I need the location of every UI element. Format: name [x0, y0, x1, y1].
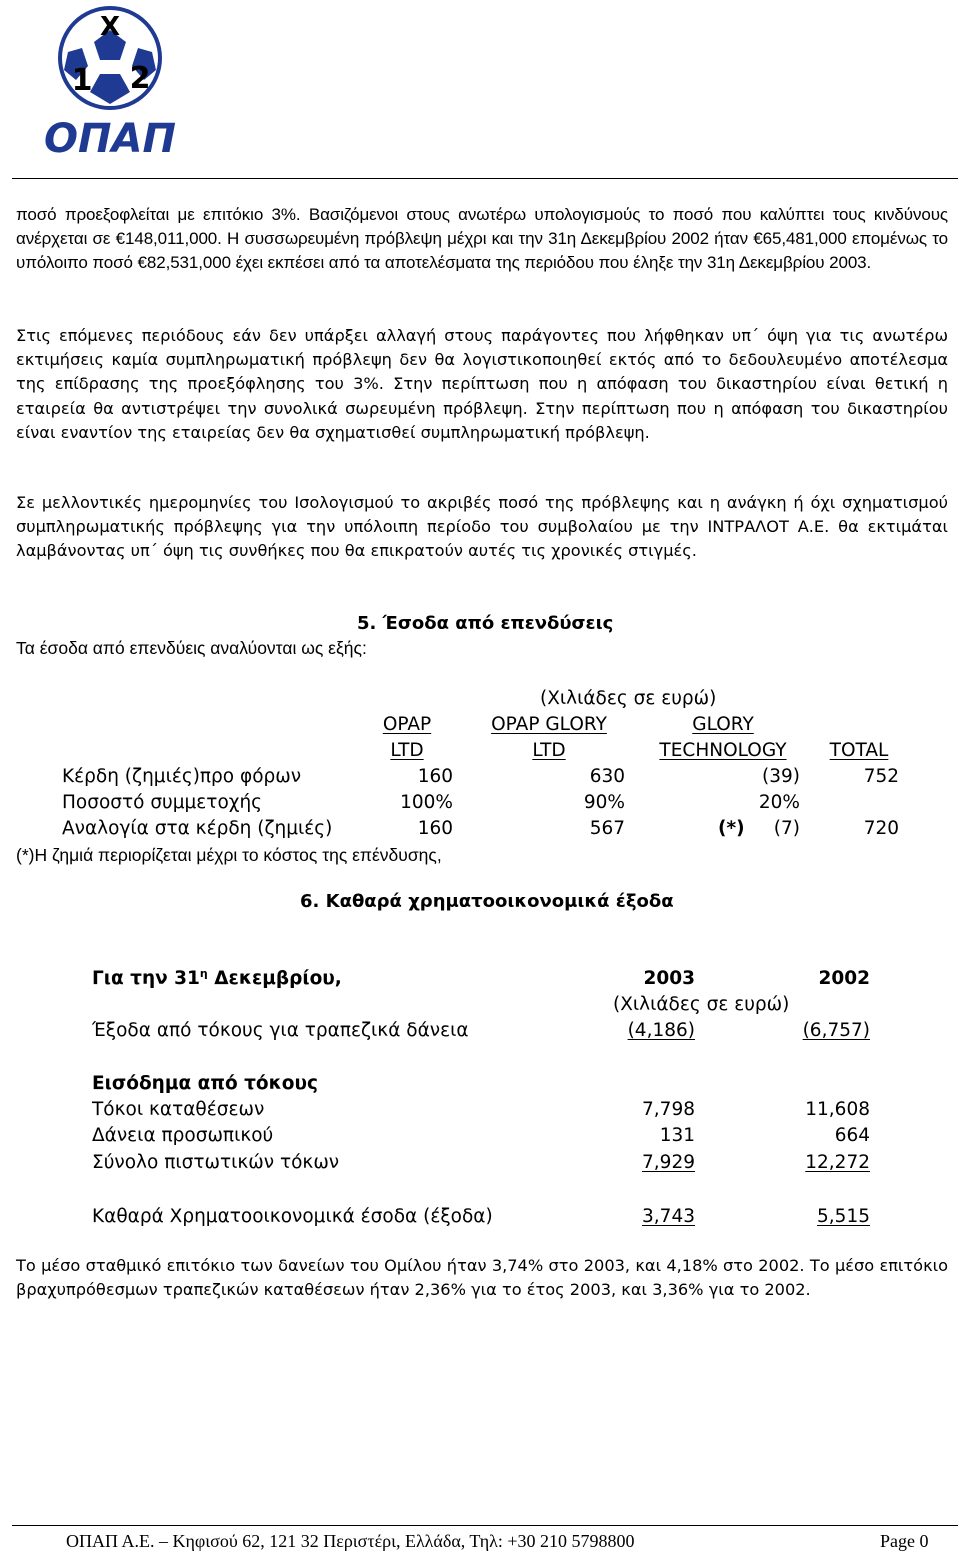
opap-logo-graphic — [30, 0, 190, 160]
investment-cell: 160 — [417, 766, 453, 787]
investment-cell: 567 — [589, 818, 625, 839]
section-5-footnote: (*)Η ζημιά περιορίζεται μέχρι το κόστος της επένδυσης, — [16, 845, 442, 865]
logo-mark-2: 2 — [129, 61, 151, 96]
paragraph-future-periods: Στις επόμενες περιόδους εάν δεν υπάρξει αλλαγή στους παράγοντες που λήφθηκαν υπ΄ όψη για τις ανωτέρω εκτιμήσεις καμία συμπληρωματική πρόβλεψη δεν θα λογιστικοποιηθεί εκτός από το δεδουλευμένο αποτέλεσμα της επίδρασης της προεξόφλησης του 3%. Στην περίπτωση που η απόφαση του δικαστηρίου είναι θετική η εταιρεία θα αντιστρέψει την συνολικά σωρευμένη πρόβλεψη. Στην περίπτωση που η απόφαση του δικαστηρίου είναι εναντίον της εταιρείας δεν θα σχηματισθεί συμπληρωματική πρόβλεψη. — [16, 326, 948, 442]
financial-cell: 5,515 — [817, 1206, 870, 1227]
investment-cell: 90% — [583, 792, 625, 813]
col-header-glory-tech-line2: TECHNOLOGY — [659, 740, 787, 761]
year-2002-header: 2002 — [818, 968, 870, 989]
section-6-units: (Χιλιάδες σε ευρώ) — [613, 994, 790, 1015]
footer-address: ΟΠΑΠ Α.Ε. – Κηφισού 62, 121 32 Περιστέρι, Ελλάδα, Τηλ: +30 210 5798800 — [66, 1531, 635, 1551]
section-6-heading: 6. Καθαρά χρηματοοικονομικά έξοδα — [300, 891, 674, 912]
col-header-total: TOTAL — [829, 740, 889, 761]
paragraph-provision-calculation: ποσό προεξοφλείται με επιτόκιο 3%. Βασιζόμενοι στους ανωτέρω υπολογισμούς το ποσό που καλύπτει τους κινδύνους ανέρχεται σε €148,011,000. Η συσσωρευμένη πρόβλεψη μέχρι και την 31η Δεκεμβρίου 2002 ήταν €65,481,000 επομένως το υπόλοιπο ποσό €82,531,000 έχει εκπέσει από τα αποτελέσματα της περιόδου που έληξε την 31η Δεκεμβρίου 2003. — [16, 205, 948, 272]
investment-cell: 160 — [417, 818, 453, 839]
col-header-opap-ltd-line2: LTD — [390, 740, 424, 761]
investment-row-label: Αναλογία στα κέρδη (ζημιές) — [62, 818, 333, 839]
col-header-glory-tech-line1: GLORY — [692, 714, 754, 735]
financial-row-label: Σύνολο πιστωτικών τόκων — [92, 1152, 340, 1173]
section-5-intro: Τα έσοδα από επενδύεις αναλύονται ως εξής: — [16, 638, 367, 658]
financial-date-label: Για την $31^\eta$ Δεκεμβρίου, — [92, 966, 342, 989]
footer-divider — [12, 1525, 958, 1526]
section-5-heading: 5. Έσοδα από επενδύσεις — [357, 613, 614, 634]
investment-cell: 630 — [589, 766, 625, 787]
interest-expense-label: Έξοδα από τόκους για τραπεζικά δάνεια — [92, 1020, 469, 1041]
investment-cell: (39) — [762, 766, 800, 787]
logo-text: ΟΠΑΠ — [44, 116, 176, 160]
investment-row-label: Κέρδη (ζημιές)προ φόρων — [62, 766, 302, 787]
footnote-marker: (*) — [718, 818, 745, 839]
investment-cell: 100% — [400, 792, 453, 813]
col-header-opap-ltd-line1: OPAP — [382, 714, 432, 735]
investment-row-label: Ποσοστό συμμετοχής — [62, 792, 263, 813]
header-divider — [12, 178, 958, 179]
financial-cell: 11,608 — [805, 1099, 870, 1120]
financial-cell: 7,798 — [642, 1099, 695, 1120]
paragraph-interest-rates: Το μέσο σταθμικό επιτόκιο των δανείων του Ομίλου ήταν 3,74% στο 2003, και 4,18% στο 2002. Το μέσο επιτόκιο βραχυπρόθεσμων τραπεζικών καταθέσεων ήταν 2,36% για το έτος 2003, και 3,36% για το 2002. — [16, 1256, 948, 1300]
logo-mark-x: X — [99, 12, 121, 42]
investment-cell: (7) — [773, 818, 800, 839]
investment-cell: 20% — [758, 792, 800, 813]
opap-logo — [30, 0, 190, 160]
investment-cell: 752 — [863, 766, 899, 787]
financial-cell: (6,757) — [802, 1020, 870, 1041]
financial-cell: 12,272 — [805, 1152, 870, 1173]
net-financial-label: Καθαρά Χρηματοοικονομικά έσοδα (έξοδα) — [92, 1206, 493, 1227]
financial-cell: 3,743 — [642, 1206, 695, 1227]
financial-cell: 7,929 — [642, 1152, 695, 1173]
investment-cell: 720 — [863, 818, 899, 839]
year-2003-header: 2003 — [643, 968, 695, 989]
section-5-units: (Χιλιάδες σε ευρώ) — [540, 688, 717, 709]
paragraph-balance-sheet-dates: Σε μελλοντικές ημερομηνίες του Ισολογισμού το ακριβές ποσό της πρόβλεψης και η ανάγκη ή όχι σχηματισμού συμπληρωματικής πρόβλεψης για την υπόλοιπη περίοδο του συμβολαίου με την ΙΝΤΡΑΛΟΤ Α.Ε. θα εκτιμάται λαμβάνοντας υπ΄ όψη τις συνθήκες που θα επικρατούν αυτές τις χρονικές στιγμές. — [16, 493, 948, 561]
logo-mark-1: 1 — [71, 63, 93, 98]
financial-row-label: Τόκοι καταθέσεων — [92, 1099, 265, 1120]
financial-cell: 664 — [834, 1125, 870, 1146]
col-header-opap-glory-line2: LTD — [532, 740, 566, 761]
col-header-opap-glory-line1: OPAP GLORY — [491, 714, 607, 735]
financial-row-label: Δάνεια προσωπικού — [92, 1125, 274, 1146]
financial-cell: (4,186) — [627, 1020, 695, 1041]
financial-cell: 131 — [659, 1125, 695, 1146]
interest-income-heading: Εισόδημα από τόκους — [92, 1073, 318, 1094]
footer-page-number: Page 0 — [880, 1531, 929, 1551]
